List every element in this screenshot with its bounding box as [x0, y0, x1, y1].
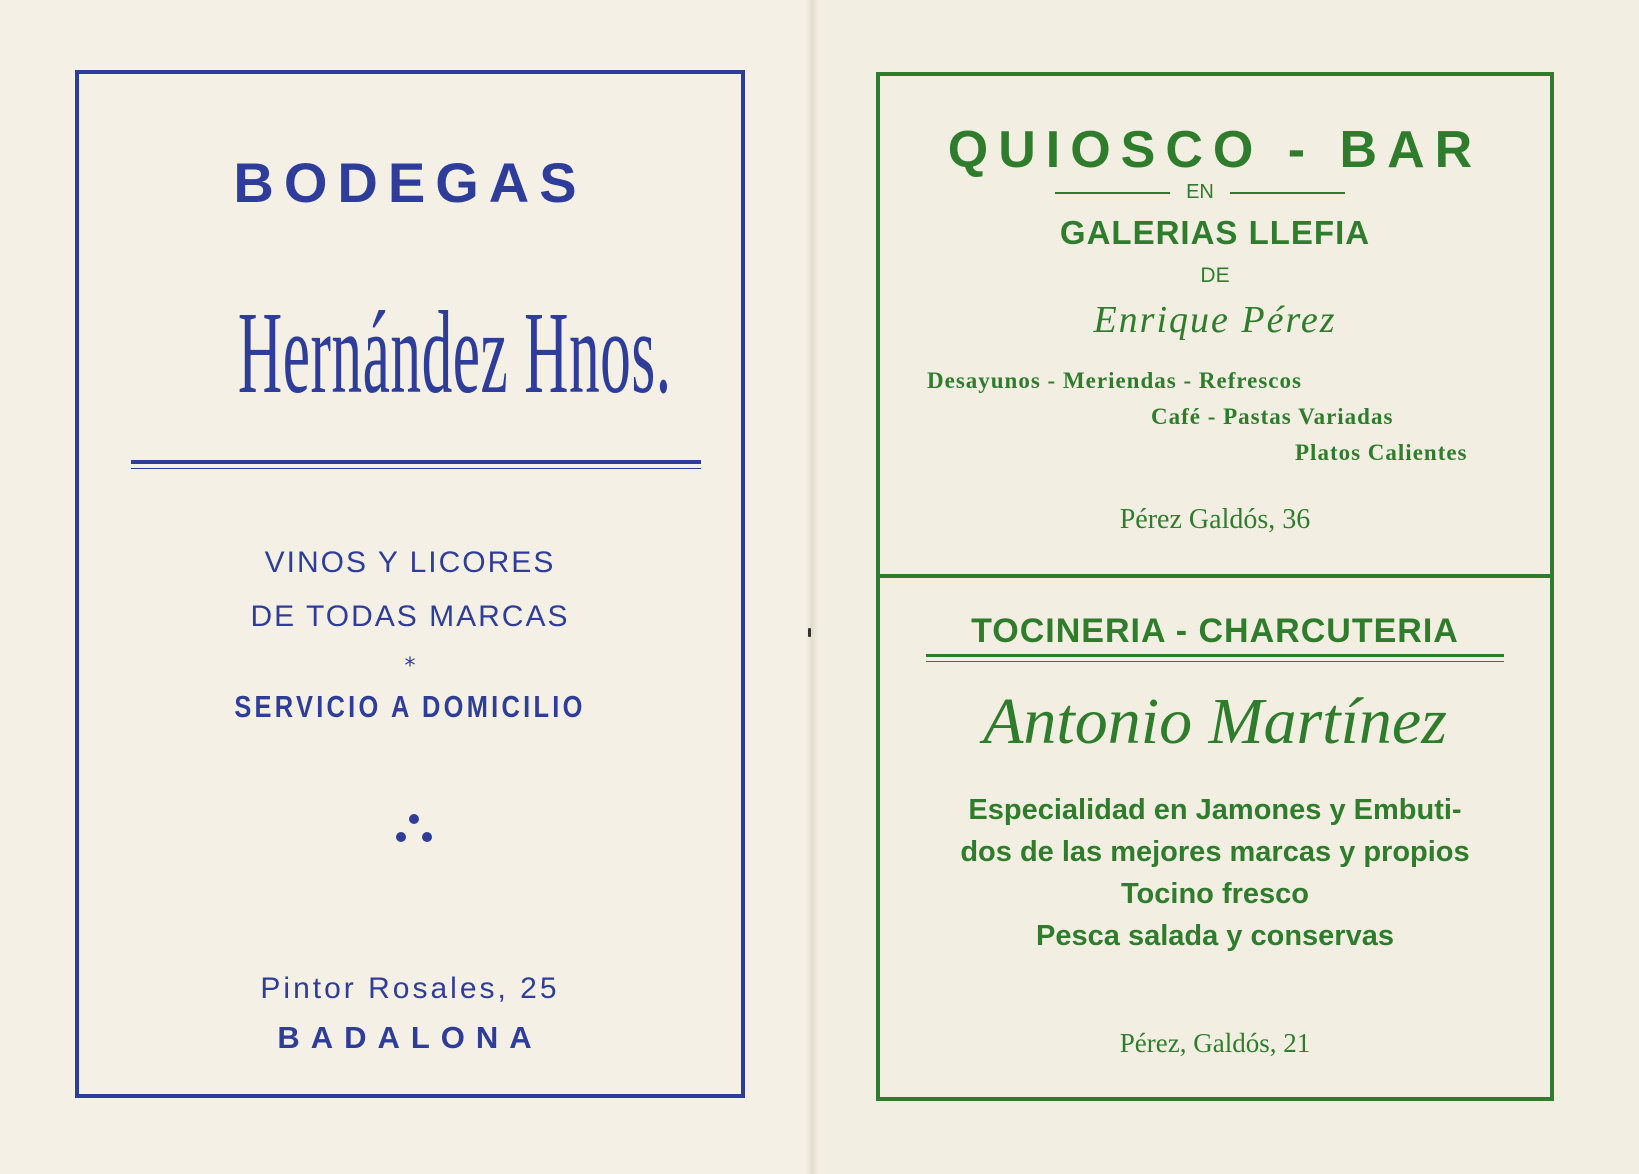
asterisk-separator: *: [404, 654, 416, 679]
book-gutter: [806, 0, 818, 1174]
quiosco-heading: QUIOSCO - BAR: [947, 121, 1483, 179]
en-text: EN: [1186, 181, 1214, 203]
de-text: DE: [1200, 264, 1230, 287]
description-line-3: Tocino fresco: [1121, 878, 1309, 910]
bodegas-advertisement: [75, 70, 745, 1098]
business-name: Hernández Hnos.: [237, 287, 672, 418]
location-name: GALERIAS LLEFIA: [1059, 214, 1371, 251]
products-line-1: VINOS Y LICORES: [264, 546, 556, 579]
city: BADALONA: [277, 1020, 543, 1055]
heading-underline: [926, 654, 1504, 657]
owner-name: Antonio Martínez: [983, 685, 1447, 758]
en-line-right: [1230, 192, 1345, 194]
quiosco-address: Pérez Galdós, 36: [1119, 504, 1311, 535]
section-divider: [880, 574, 1550, 578]
products-line-2: DE TODAS MARCAS: [250, 600, 570, 633]
right-advertisements-frame: [876, 72, 1554, 1101]
description-line-1: Especialidad en Jamones y Embuti-: [968, 794, 1462, 826]
menu-line-1: Desayunos - Meriendas - Refrescos: [927, 368, 1302, 393]
tocineria-heading: TOCINERIA - CHARCUTERIA: [971, 612, 1459, 650]
description-line-4: Pesca salada y conservas: [1036, 920, 1394, 952]
menu-line-2: Café - Pastas Variadas: [1151, 404, 1394, 429]
service-text: SERVICIO A DOMICILIO: [234, 689, 586, 724]
divider-rule-thin: [131, 468, 701, 469]
address: Pintor Rosales, 25: [260, 972, 560, 1005]
fold-mark: [808, 628, 811, 637]
en-separator: [1055, 181, 1345, 205]
divider-rule: [131, 460, 701, 464]
ad-heading: BODEGAS: [233, 151, 587, 214]
menu-line-3: Platos Calientes: [1295, 440, 1468, 465]
owner-name: Enrique Pérez: [1093, 299, 1337, 341]
three-dots-ornament: [384, 814, 444, 854]
charcuteria-address: Pérez, Galdós, 21: [1119, 1028, 1311, 1058]
description-line-2: dos de las mejores marcas y propios: [960, 836, 1470, 868]
heading-underline-thin: [926, 661, 1504, 662]
